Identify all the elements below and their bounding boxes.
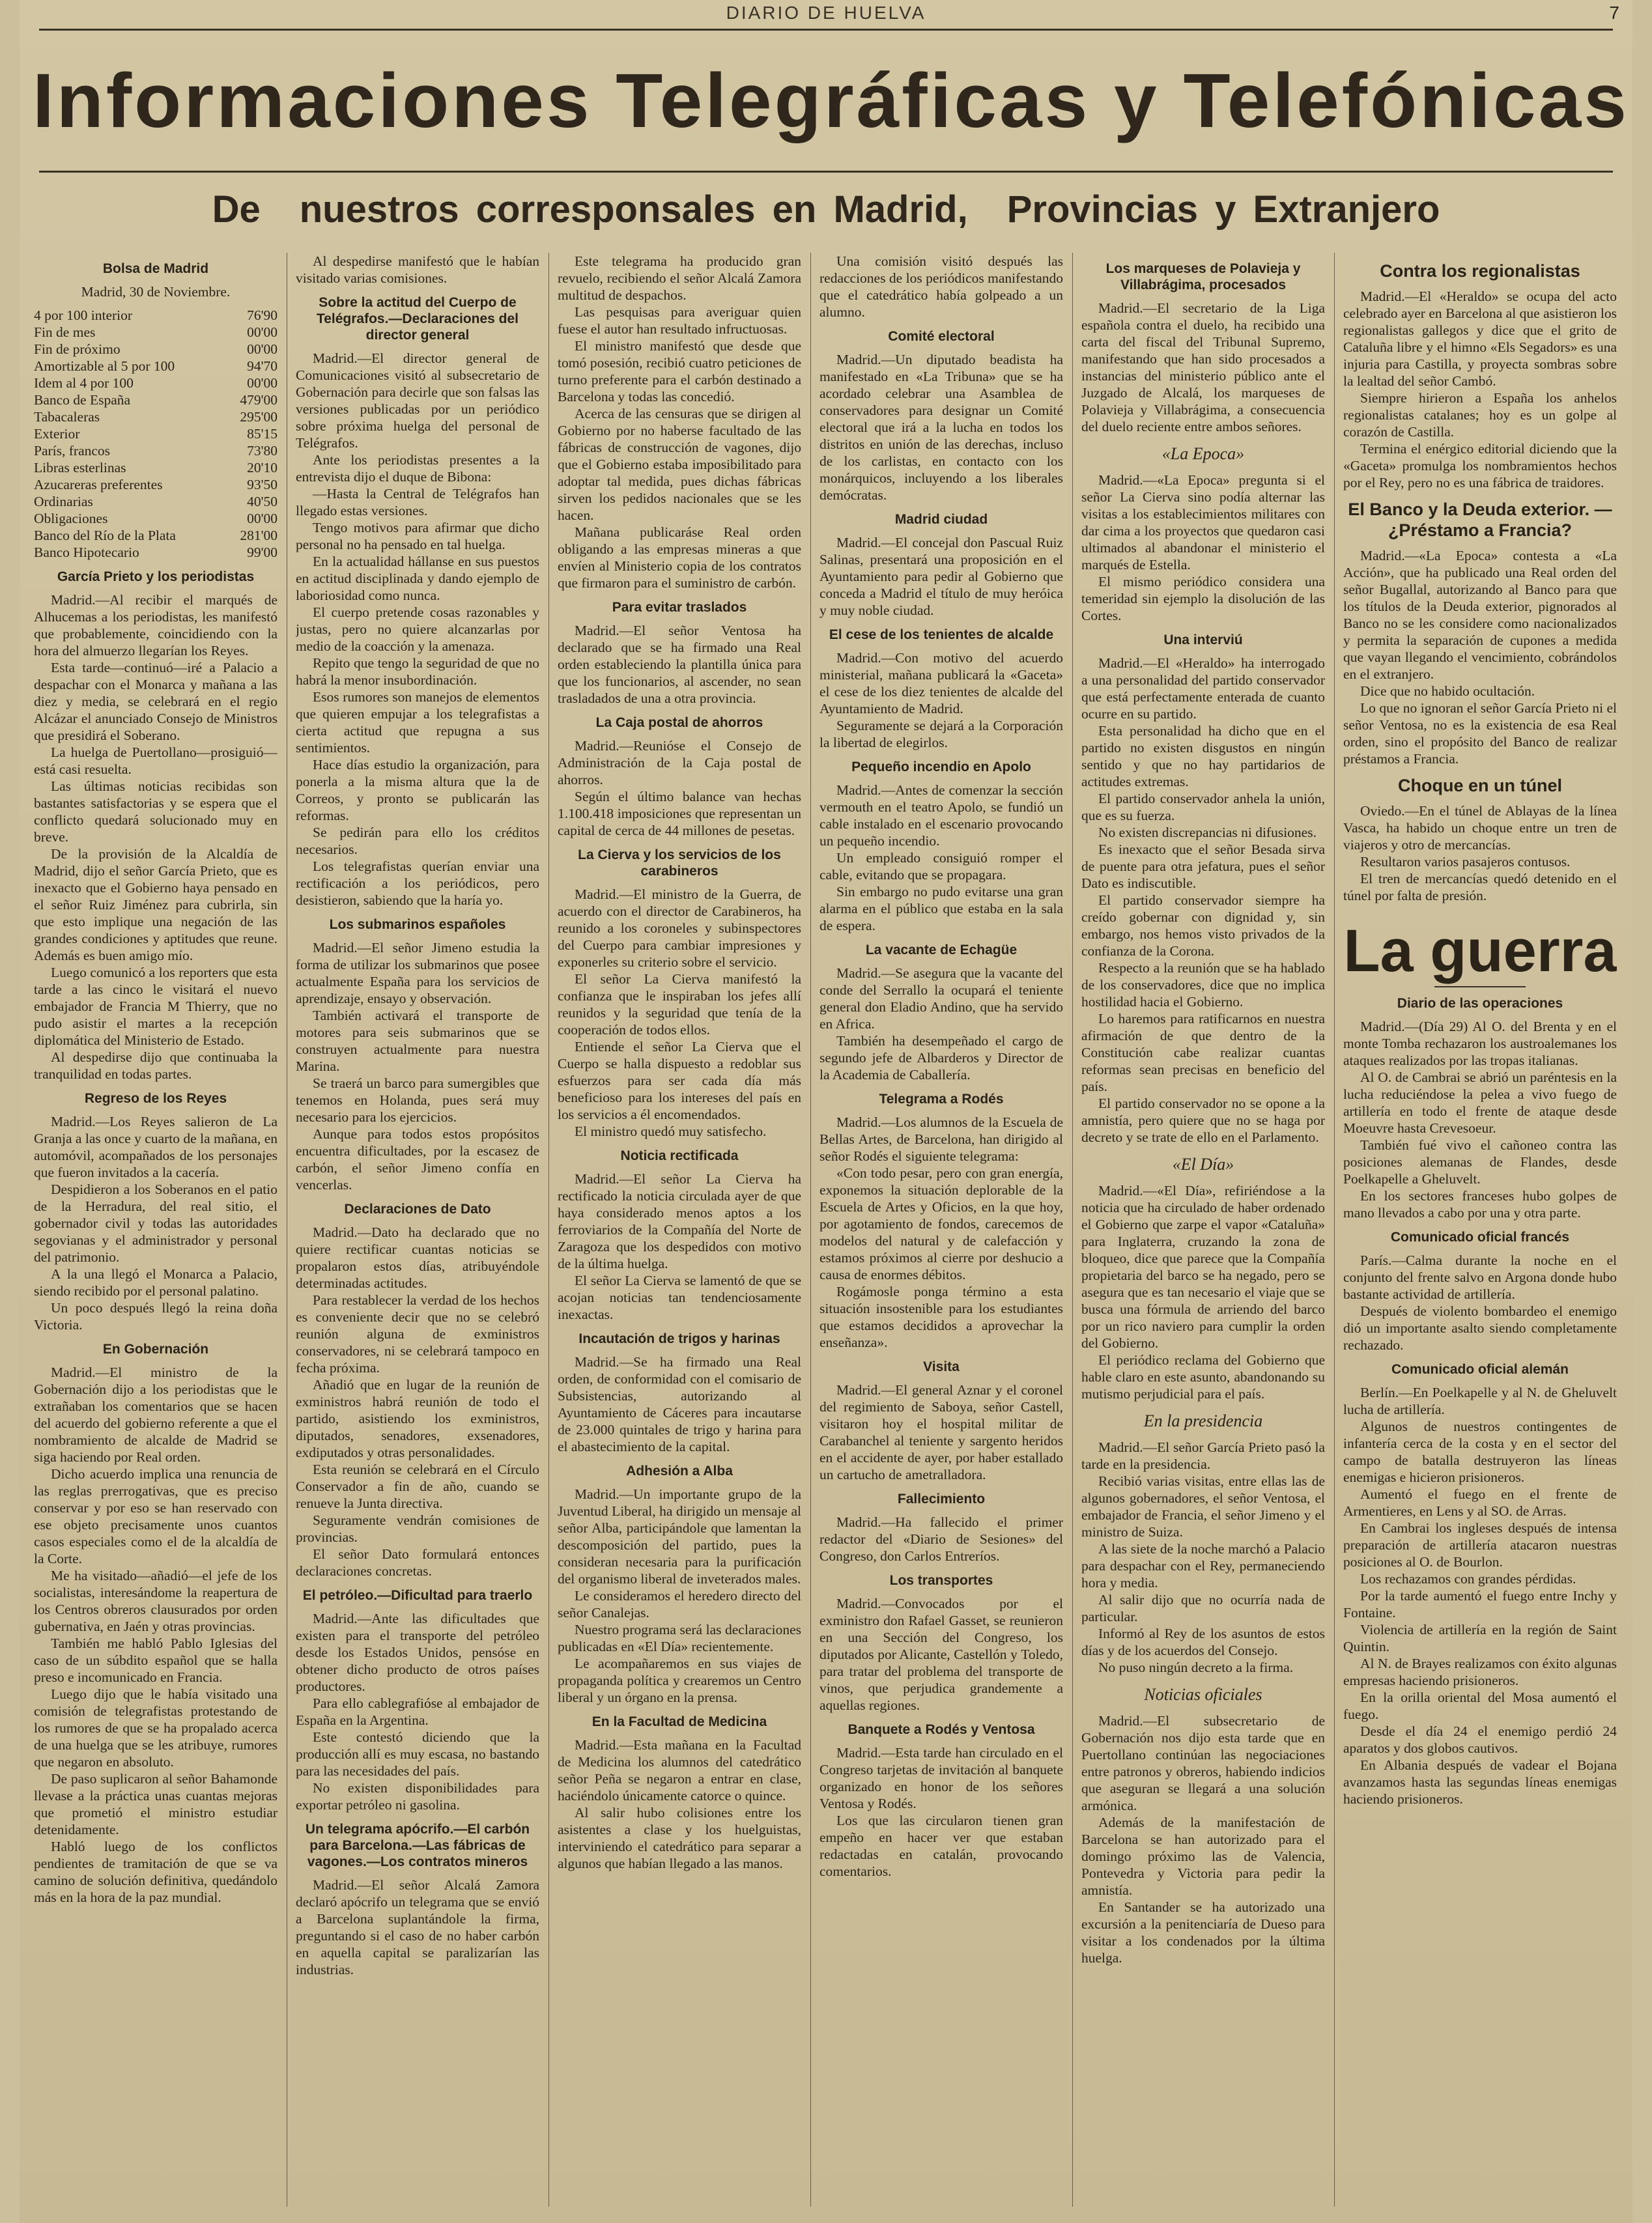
bolsa-row: [34, 493, 278, 510]
article-paragraph: Al N. de Brayes realizamos con éxito algunas empresas haciendo prisioneros.: [1343, 1656, 1617, 1688]
article-paragraph: Me ha visitado—añadió—el jefe de los socialistas, interesándome la reapertura de los Centros obreros clausurados por orden gubernativa, en Jaén y otras provincias.: [34, 1568, 278, 1634]
article-paragraph: En los sectores franceses hubo golpes de mano llevados a cabo por una y otra parte.: [1343, 1188, 1617, 1221]
article-headline: Declaraciones de Dato: [344, 1202, 491, 1217]
article-paragraph: Madrid.—El «Heraldo» se ocupa del acto celebrado ayer en Barcelona al que asistieron los regionalistas gallegos y dice que el grito de Cataluña libre y el himno «Els Segadors» es una injuria para Castilla, y proyecta sombras sobre la lealtad del señor Cambó.: [1343, 289, 1617, 389]
article-paragraph: Después de violento bombardeo el enemigo dió un importante asalto siendo completamente rechazado.: [1343, 1303, 1617, 1353]
article-paragraph: Madrid.—«La Epoca» pregunta si el señor La Cierva sino podía alternar las visitas a los establecimientos militares con dar cima a los proyectos que quedaron casi ultimados al abandonar el ministerio el marqués de Estella.: [1081, 472, 1325, 573]
article-paragraph: No puso ningún decreto a la firma.: [1098, 1660, 1294, 1675]
article-paragraph: Madrid.—Ha fallecido el primer redactor del «Diario de Sesiones» del Congreso, don Carlos Entreríos.: [819, 1514, 1063, 1564]
article-paragraph: —Hasta la Central de Telégrafos han llegado estas versiones.: [296, 486, 539, 518]
bolsa-row: [34, 358, 278, 375]
article-paragraph: Añadió que en lugar de la reunión de exministros habrá reunión de todo el partido, asistiendo los exministros, diputados, senadores, exsenadores, exdiputados y otras personalidades.: [296, 1377, 539, 1460]
article-paragraph: Este contestó diciendo que la producción allí es muy escasa, no bastando para las necesidades del país.: [296, 1729, 539, 1779]
article-paragraph: Termina el enérgico editorial diciendo que la «Gaceta» promulga los nombramientos hechos por el Rey, pero no es una fábrica de traidores.: [1343, 441, 1617, 490]
article-paragraph: Madrid.—«El Día», refiriéndose a la noticia que ha circulado de haber ordenado el Gobierno que zarpe el vapor «Cataluña» para Inglaterra, cruzando la zona de bloqueo, dice que parece que la Compañía propietaria del barco se ha negado, pero se asegura que es tan necesario el viaje que se busca una fórmula de arriendo del barco por un rico naviero para cumplir la orden del Gobierno.: [1081, 1183, 1325, 1351]
section-headline: Contra los regionalistas: [1380, 261, 1580, 281]
article-paragraph: Violencia de artillería en la región de Saint Quintin.: [1343, 1622, 1617, 1654]
article-paragraph: Oviedo.—En el túnel de Ablayas de la línea Vasca, ha habido un choque entre un tren de viajeros y otro de mercancías.: [1343, 803, 1617, 853]
article-paragraph: Los que las circularon tienen gran empeño en hacer ver que estaban redactadas en catalán, provocando comentarios.: [819, 1813, 1063, 1879]
article-paragraph: Un poco después llegó la reina doña Victoria.: [34, 1300, 278, 1333]
bolsa-security-name: Fin de próximo: [34, 341, 121, 357]
article-paragraph: Nuestro programa será las declaraciones publicadas en «El Día» recientemente.: [558, 1622, 801, 1654]
bolsa-quote: 00'00: [247, 341, 278, 357]
article-subhead: «La Epoca»: [1161, 444, 1245, 463]
article-paragraph: No existen disponibilidades para exportar petróleo ni gasolina.: [296, 1780, 539, 1813]
article-subhead: «El Día»: [1172, 1155, 1234, 1174]
article-paragraph: Siempre hirieron a España los anhelos regionalistas catalanes; hoy es un golpe al corazón de Castilla.: [1343, 390, 1617, 440]
article-paragraph: El tren de mercancías quedó detenido en el túnel por falta de presión.: [1343, 871, 1617, 903]
article-paragraph: El señor La Cierva se lamentó de que se acojan noticias tan tendenciosamente inexactas.: [558, 1273, 801, 1322]
article-paragraph: Madrid.—Reunióse el Consejo de Administración de la Caja postal de ahorros.: [558, 738, 801, 787]
article-paragraph: En Cambrai los ingleses después de intensa preparación de artillería atacaron nuestras posiciones al O. de Bourlon.: [1343, 1520, 1617, 1570]
bolsa-security-name: Amortizable al 5 por 100: [34, 358, 175, 374]
article-paragraph: Madrid.—El ministro de la Guerra, de acuerdo con el director de Carabineros, ha reunido a los coroneles y subinspectores del Cuerpo para cambiar impresiones y exponerles su criterio sobre el servicio.: [558, 886, 801, 970]
bolsa-row: [34, 375, 278, 391]
article-headline: Comité electoral: [888, 329, 995, 344]
bolsa-security-name: 4 por 100 interior: [34, 307, 133, 323]
article-paragraph: Madrid.—El secretario de la Liga española contra el duelo, ha recibido una carta del fiscal del Tribunal Supremo, manifestando que han sido procesados a instancias del ministerio público ante el Juzgado de Alcalá, los marqueses de Polavieja y Villabrágima, a consecuencia del duelo reciente entre ambos señores.: [1081, 300, 1325, 434]
bolsa-date: Madrid, 30 de Noviembre.: [81, 284, 231, 300]
article-paragraph: Madrid.—Un importante grupo de la Juventud Liberal, ha dirigido un mensaje al señor Alba, participándole que lamentan la descomposición del partido, pues la consideran necesaria para la purificación del organismo liberal de inveterados males.: [558, 1486, 801, 1587]
article-paragraph: También fué vivo el cañoneo contra las posiciones alemanas de Flandes, desde Poelkapelle a Gheluvelt.: [1343, 1137, 1617, 1187]
bolsa-quote: 295'00: [240, 409, 278, 425]
bolsa-security-name: Banco de España: [34, 392, 131, 408]
article-paragraph: Despidieron a los Soberanos en el patio de la Herradura, del real sitio, el gobernador civil y todas las autoridades segovianas y el administrador y personal del patrimonio.: [34, 1182, 278, 1265]
article-paragraph: Algunos de nuestros contingentes de infantería cerca de la costa y en el sector del campo de batalla destruyeron las líneas enemigas e hicieron prisioneros.: [1343, 1419, 1617, 1485]
article-paragraph: Desde el día 24 el enemigo perdió 24 aparatos y dos globos cautivos.: [1343, 1723, 1617, 1756]
bolsa-security-name: Idem al 4 por 100: [34, 375, 134, 391]
article-paragraph: Resultaron varios pasajeros contusos.: [1360, 854, 1571, 870]
article-paragraph: También me habló Pablo Iglesias del caso de un súbdito español que se halla preso e incomunicado en Francia.: [34, 1635, 278, 1685]
article-paragraph: El partido conservador no se opone a la amnistía, pero quiere que no se haga por decreto y se trate de ello en el Parlamento.: [1081, 1096, 1325, 1145]
sub-headline: [20, 188, 1632, 231]
bolsa-row: [34, 544, 278, 561]
article-paragraph: Para ello cablegrafióse al embajador de España en la Argentina.: [296, 1695, 539, 1728]
article-paragraph: Las pesquisas para averiguar quien fuese el autor han resultado infructuosas.: [558, 304, 801, 337]
bolsa-row: [34, 442, 278, 459]
article-paragraph: Esos rumores son manejos de elementos que quieren empujar a los telegrafistas a cierta actitud que repugna a sus sentimientos.: [296, 689, 539, 756]
bolsa-row: [34, 391, 278, 408]
section-headline: El Banco y la Deuda exterior. —¿Préstamo a Francia?: [1348, 500, 1612, 540]
article-paragraph: Madrid.—Los alumnos de la Escuela de Bellas Artes, de Barcelona, han dirigido al señor Rodés el siguiente telegrama:: [819, 1114, 1063, 1164]
column-6: [1343, 253, 1617, 2207]
article-paragraph: Le acompañaremos en sus viajes de propaganda política y crearemos un Centro liberal y un órgano en la prensa.: [558, 1656, 801, 1705]
article-paragraph: En Santander se ha autorizado una excursión a la penitenciaría de Dueso para visitar a los condenados por la última huelga.: [1081, 1899, 1325, 1966]
bolsa-quote: 00'00: [247, 511, 278, 526]
article-headline: Noticia rectificada: [620, 1148, 739, 1163]
bolsa-quote: 00'00: [247, 324, 278, 340]
column-4: [819, 253, 1063, 2207]
article-paragraph: Por la tarde aumentó el fuego entre Inchy y Fontaine.: [1343, 1588, 1617, 1621]
article-paragraph: Luego comunicó a los reporters que esta tarde a las cinco le visitará el nuevo embajador de Francia M Thierry, que no pudo asistir el martes a la recepción diplomática del Ministerio de Estado.: [34, 965, 278, 1048]
banner-rule: [39, 171, 1613, 173]
article-paragraph: En la actualidad hállanse en sus puestos en actitud disciplinada y dando ejemplo de laboriosidad como nunca.: [296, 554, 539, 603]
article-headline: Un telegrama apócrifo.—El carbón para Barcelona.—Las fábricas de vagones.—Los contratos mineros: [305, 1822, 530, 1869]
column-1: [34, 253, 278, 2207]
newspaper-page: [20, 0, 1632, 2223]
bolsa-row: [34, 307, 278, 324]
article-paragraph: Una comisión visitó después las redacciones de los periódicos manifestando que el catedrático había golpeado a un alumno.: [819, 253, 1063, 320]
article-paragraph: Madrid.—Convocados por el exministro don Rafael Gasset, se reunieron en una Sección del Congreso, los diputados por Alicante, Castellón y Toledo, para tratar del problema del transporte de vinos, que perjudica grandemente a aquellas regiones.: [819, 1596, 1063, 1713]
bolsa-row: [34, 324, 278, 341]
bolsa-quote: 00'00: [247, 375, 278, 391]
article-headline: Los transportes: [889, 1573, 993, 1588]
article-paragraph: Tengo motivos para afirmar que dicho personal no ha pensado en tal huelga.: [296, 520, 539, 552]
article-paragraph: Sin embargo no pudo evitarse una gran alarma en el público que estaba en la sala de espera.: [819, 884, 1063, 933]
bolsa-quote: 479'00: [240, 392, 278, 408]
column-5: [1081, 253, 1325, 2207]
article-paragraph: La huelga de Puertollano—prosiguió—está casi resuelta.: [34, 744, 278, 777]
column-rule: [1072, 253, 1073, 2207]
article-paragraph: Madrid.—Se ha firmado una Real orden, de conformidad con el comisario de Subsistencias, autorizando al Ayuntamiento de Cáceres para incautarse de 23.000 quintales de trigo y harina para el abastecimiento de la capital.: [558, 1354, 801, 1454]
ornament-rule: [1434, 986, 1526, 987]
article-paragraph: Dicho acuerdo implica una renuncia de las reglas prerrogativas, que es preciso conservar y por eso se han reservado con ese objeto precisamente unos cuantos casos especiales como el de la alcaldía de la Corte.: [34, 1466, 278, 1566]
article-headline: Visita: [923, 1359, 960, 1374]
article-paragraph: Según el último balance van hechas 1.100.418 imposiciones que representan un capital de cerca de 44 millones de pesetas.: [558, 789, 801, 838]
bolsa-quote: 20'10: [247, 460, 278, 475]
article-paragraph: Madrid.—Esta mañana en la Facultad de Medicina los alumnos del catedrático señor Peña se negaron a entrar en clase, haciéndolo únicamente catorce o quince.: [558, 1737, 801, 1804]
bolsa-security-name: París, francos: [34, 443, 111, 459]
article-paragraph: Seguramente se dejará a la Corporación la libertad de elegirlos.: [819, 718, 1063, 750]
bolsa-security-name: Banco Hipotecario: [34, 545, 139, 560]
column-3: [558, 253, 801, 2207]
article-headline: La vacante de Echagüe: [865, 942, 1018, 957]
article-headline: La Caja postal de ahorros: [595, 715, 763, 730]
article-headline: Para evitar traslados: [612, 600, 747, 615]
article-paragraph: París.—Calma durante la noche en el conjunto del frente salvo en Argona donde hubo bastante actividad de artillería.: [1343, 1253, 1617, 1302]
bolsa-row: [34, 341, 278, 358]
article-paragraph: Hace días estudio la organización, para ponerla a la misma altura que la de Correos, y pronto se publicarán las reformas.: [296, 757, 539, 823]
article-headline: En Gobernación: [102, 1342, 209, 1357]
bolsa-security-name: Obligaciones: [34, 511, 108, 526]
column-rule: [810, 253, 811, 2207]
bolsa-quote: 73'80: [247, 443, 278, 459]
sub-headline-left: De: [212, 188, 261, 231]
article-headline: Comunicado oficial alemán: [1391, 1362, 1569, 1377]
article-headline: Banquete a Rodés y Ventosa: [847, 1722, 1035, 1737]
article-paragraph: Madrid.—El señor García Prieto pasó la tarde en la presidencia.: [1081, 1439, 1325, 1472]
article-paragraph: Madrid.—Esta tarde han circulado en el Congreso tarjetas de invitación al banquete organizado en honor de los señores Ventosa y Rodés.: [819, 1745, 1063, 1811]
article-headline: Los marqueses de Polavieja y Villabrágima, procesados: [1105, 261, 1301, 292]
sub-headline-mid: nuestros corresponsales en Madrid,: [299, 188, 968, 231]
article-paragraph: Madrid.—El subsecretario de Gobernación nos dijo esta tarde que en Puertollano continúan las negociaciones entre patronos y obreros, habiendo indicios que aseguran se llegará a una solución armónica.: [1081, 1713, 1325, 1813]
article-headline: Pequeño incendio en Apolo: [851, 759, 1031, 774]
article-paragraph: Madrid.—(Día 29) Al O. del Brenta y en el monte Tomba rechazaron los austroalemanes los ataques realizados por las tropas italianas.: [1343, 1019, 1617, 1068]
article-paragraph: El cuerpo pretende cosas razonables y justas, pero no quiere alcanzarlas por medio de la coacción y la amenaza.: [296, 604, 539, 654]
bolsa-table: [34, 307, 278, 561]
article-headline: García Prieto y los periodistas: [57, 569, 255, 584]
article-paragraph: Berlín.—En Poelkapelle y al N. de Gheluvelt lucha de artillería.: [1343, 1385, 1617, 1417]
article-paragraph: Respecto a la reunión que se ha hablado de los conservadores, dice que no implica hostilidad hacia el Gobierno.: [1081, 960, 1325, 1010]
article-paragraph: No existen discrepancias ni difusiones.: [1098, 825, 1317, 840]
banner-headline: Informaciones Telegráficas y Telefónicas: [33, 58, 1629, 144]
article-paragraph: Recibió varias visitas, entre ellas las de algunos gobernadores, el señor Ventosa, el embajador de Francia, el señor Jimeno y el ministro de Suiza.: [1081, 1473, 1325, 1540]
section-headline: Choque en un túnel: [1398, 776, 1562, 795]
bolsa-row: [34, 459, 278, 476]
article-paragraph: Madrid.—Se asegura que la vacante del conde del Serrallo la ocupará el teniente general don Eladio Andino, que ha servido en Africa.: [819, 965, 1063, 1032]
column-rule: [1334, 253, 1335, 2207]
article-paragraph: Las últimas noticias recibidas son bastantes satisfactorias y se espera que el conflicto quedará solucionado muy en breve.: [34, 778, 278, 845]
newspaper-name: DIARIO DE HUELVA: [726, 3, 926, 23]
article-paragraph: Es inexacto que el señor Besada sirva de puente para otra jefatura, pues el señor Dato es indiscutible.: [1081, 842, 1325, 891]
article-headline: El petróleo.—Dificultad para traerlo: [302, 1588, 533, 1603]
bolsa-security-name: Azucareras preferentes: [34, 477, 163, 492]
bolsa-quote: 99'00: [247, 545, 278, 560]
article-paragraph: Madrid.—El señor Jimeno estudia la forma de utilizar los submarinos que posee actualmente España para los servicios de aprendizaje, ensayo y observación.: [296, 940, 539, 1006]
bolsa-row: [34, 408, 278, 425]
bolsa-row: [34, 510, 278, 527]
article-paragraph: Habló luego de los conflictos pendientes de tramitación de que se va camino de solución definitiva, quedándolo más en la hora de la paz mundial.: [34, 1839, 278, 1905]
bolsa-security-name: Banco del Río de la Plata: [34, 528, 176, 543]
column-2: [296, 253, 539, 2207]
article-paragraph: También ha desempeñado el cargo de segundo jefe de Albarderos y Director de la Academia de Caballería.: [819, 1033, 1063, 1083]
article-subhead: En la presidencia: [1143, 1411, 1263, 1430]
article-headline: Adhesión a Alba: [626, 1464, 733, 1479]
bolsa-quote: 85'15: [247, 426, 278, 442]
article-paragraph: El mismo periódico considera una temeridad sin ejemplo la disolución de las Cortes.: [1081, 574, 1325, 623]
bolsa-row: [34, 476, 278, 493]
article-paragraph: Madrid.—Un diputado beadista ha manifestado en «La Tribuna» que se ha acordado celebrar una Asamblea de conservadores para designar un Comité electoral que irá a la lucha en todos los distritos en unión de las derechas, incluso de los carlistas, en contacto con los monárquicos, incluyendo a los liberales demócratas.: [819, 352, 1063, 503]
bolsa-heading: Bolsa de Madrid: [102, 261, 209, 276]
article-paragraph: Dice que no habido ocultación.: [1360, 683, 1535, 699]
article-paragraph: Se traerá un barco para sumergibles que tenemos en Holanda, pues será muy necesario para los ejercicios.: [296, 1075, 539, 1125]
article-paragraph: Este telegrama ha producido gran revuelo, recibiendo el señor Alcalá Zamora multitud de despachos.: [558, 253, 801, 303]
article-headline: Fallecimiento: [897, 1492, 986, 1507]
article-headline: Regreso de los Reyes: [84, 1091, 227, 1106]
page-number: 7: [1609, 3, 1619, 23]
article-paragraph: «Con todo pesar, pero con gran energía, exponemos la situación deplorable de la Escuela de Artes y Oficios, en la que hoy, por agotamiento de fondos, carecemos de modelos del natural y de calefacción y estamos próximos al cierre por deshucio a causa de enormes débitos.: [819, 1165, 1063, 1282]
article-paragraph: Al despedirse dijo que continuaba la tranquilidad en todas partes.: [34, 1049, 278, 1082]
article-paragraph: El partido conservador anhela la unión, que es su fuerza.: [1081, 791, 1325, 823]
article-paragraph: Madrid.—Los Reyes salieron de La Granja a las once y cuarto de la mañana, en automóvil, acompañados de los personajes que fueron invitados a la cacería.: [34, 1114, 278, 1180]
masthead-rule: [39, 29, 1613, 31]
article-paragraph: Al salir hubo colisiones entre los asistentes a clase y los huelguistas, interviniendo el catedrático para separar a algunos que habían llegado a las manos.: [558, 1805, 801, 1871]
article-headline: Incautación de trigos y harinas: [578, 1331, 780, 1346]
article-paragraph: A la una llegó el Monarca a Palacio, siendo recibido por el personal palatino.: [34, 1266, 278, 1299]
article-paragraph: Los rechazamos con grandes pérdidas.: [1360, 1571, 1576, 1587]
article-headline: El cese de los tenientes de alcalde: [829, 627, 1054, 642]
article-paragraph: Lo que no ignoran el señor García Prieto ni el señor Ventosa, no es la existencia de esa Real orden, sino el propósito del Banco de realizar préstamos a Francia.: [1343, 700, 1617, 767]
article-paragraph: Esta tarde—continuó—iré a Palacio a despachar con el Monarca y mañana a las diez y media, se celebrará en el regio Alcázar el anunciado Consejo de Ministros que presidirá el Soberano.: [34, 660, 278, 743]
bolsa-security-name: Fin de mes: [34, 324, 96, 340]
article-paragraph: Le consideramos el heredero directo del señor Canalejas.: [558, 1588, 801, 1621]
article-paragraph: Esta reunión se celebrará en el Círculo Conservador a fin de año, cuando se renueve la Junta directiva.: [296, 1462, 539, 1511]
article-paragraph: El señor La Cierva manifestó la confianza que le inspiraban los jefes allí reunidos y la seguridad que tenía de la cooperación de todos ellos.: [558, 971, 801, 1038]
article-paragraph: Madrid.—Dato ha declarado que no quiere rectificar cuantas noticias se propalaron estos días, atribuyéndole determinadas actitudes.: [296, 1225, 539, 1291]
article-paragraph: Se pedirán para ello los créditos necesarios.: [296, 825, 539, 857]
article-paragraph: Lo haremos para ratificarnos en nuestra afirmación de que dentro de la Constitución cabe realizar cuantas reformas sean precisas en beneficio del país.: [1081, 1011, 1325, 1094]
bolsa-quote: 281'00: [240, 528, 278, 543]
bolsa-quote: 94'70: [247, 358, 278, 374]
article-headline: Madrid ciudad: [894, 512, 988, 527]
article-paragraph: Madrid.—El «Heraldo» ha interrogado a una personalidad del partido conservador que está perfectamente enterada de cuanto ocurre en su partido.: [1081, 655, 1325, 722]
bolsa-security-name: Exterior: [34, 426, 80, 442]
column-rule: [548, 253, 549, 2207]
article-paragraph: Mañana publicaráse Real orden obligando a las empresas mineras a que envíen al Ministerio copia de los contratos que firmaron para el suministro de carbón.: [558, 524, 801, 591]
article-paragraph: Madrid.—Antes de comenzar la sección vermouth en el teatro Apolo, se fundió un cable instalado en el escenario provocando un pequeño incendio.: [819, 782, 1063, 849]
article-paragraph: Aunque para todos estos propósitos encuentra dificultades, por la escasez de carbón, el señor Jimeno confía en vencerlas.: [296, 1126, 539, 1193]
article-headline: Diario de las operaciones: [1397, 996, 1563, 1011]
article-paragraph: Para restablecer la verdad de los hechos es conveniente decir que no se celebró reunión alguna de exministros conservadores, ni se celebrará tampoco en fecha próxima.: [296, 1292, 539, 1376]
article-headline: Comunicado oficial francés: [1390, 1230, 1570, 1245]
bolsa-quote: 93'50: [247, 477, 278, 492]
article-paragraph: Madrid.—«La Epoca» contesta a «La Acción», que ha publicado una Real orden del señor Bugallal, autorizando al Banco para que los títulos de la Deuda exterior, pignorados al Banco no se les considere como nacionalizados y permita la separación de cupones a medida que vayan llegando el vencimiento, cobrándolos en el extranjero.: [1343, 548, 1617, 682]
article-paragraph: El partido conservador siempre ha creído gobernar con dignidad y, sin embargo, nos hemos visto privados de la confianza de la Corona.: [1081, 892, 1325, 959]
article-paragraph: Madrid.—El general Aznar y el coronel del regimiento de Saboya, señor Castell, visitaron hoy el hospital militar de Carabanchel al teniente y sargento heridos en el accidente de ayer, por haber estallado un cartucho de ametralladora.: [819, 1382, 1063, 1482]
article-paragraph: Los telegrafistas querían enviar una rectificación a los periódicos, pero desistieron, sabiendo que la haría yo.: [296, 858, 539, 908]
article-paragraph: Madrid.—Ante las dificultades que existen para el transporte del petróleo desde los Estados Unidos, pensóse en obtener dicho producto de otros países productores.: [296, 1611, 539, 1694]
article-paragraph: Acerca de las censuras que se dirigen al Gobierno por no haberse facultado de las fábricas de construcción de vagones, dijo que el Gobierno estaba imposibilitado para adoptar tal medida, pues dichas fábricas sirven los pedidos nacionales que se les hacen.: [558, 406, 801, 523]
article-paragraph: Madrid.—Con motivo del acuerdo ministerial, mañana publicará la «Gaceta» el cese de los diez tenientes de alcalde del Ayuntamiento de Madrid.: [819, 650, 1063, 716]
article-subhead: Noticias oficiales: [1144, 1685, 1262, 1704]
article-paragraph: Madrid.—El director general de Comunicaciones visitó al subsecretario de Gobernación para decirle que son falsas las versiones publicadas por un periódico sobre próxima huelga del personal de Telégrafos.: [296, 350, 539, 451]
article-paragraph: Ante los periodistas presentes a la entrevista dijo el duque de Bibona:: [296, 452, 539, 485]
article-paragraph: Madrid.—El señor La Cierva ha rectificado la noticia circulada ayer de que haya considerado menos aptos a los ferroviarios de la Compañía del Norte de Zaragoza que los despedidos con motivo de la última huelga.: [558, 1171, 801, 1271]
article-paragraph: El ministro quedó muy satisfecho.: [575, 1124, 767, 1139]
article-paragraph: Luego dijo que le había visitado una comisión de telegrafistas protestando de los rumores de que se ha propalado acerca de una huelga que se les atribuye, rumores que negaron en absoluto.: [34, 1686, 278, 1770]
article-paragraph: En la orilla oriental del Mosa aumentó el fuego.: [1343, 1690, 1617, 1722]
article-paragraph: A las siete de la noche marchó a Palacio para despachar con el Rey, permaneciendo hora y media.: [1081, 1541, 1325, 1591]
article-paragraph: Además de la manifestación de Barcelona se han autorizado para el domingo próximo las de Valencia, Pontevedra y Victoria para pedir la amnistía.: [1081, 1815, 1325, 1898]
article-paragraph: Informó al Rey de los asuntos de estos días y de los acuerdos del Consejo.: [1081, 1626, 1325, 1658]
article-paragraph: Un empleado consiguió romper el cable, evitando que se propagara.: [819, 850, 1063, 883]
article-paragraph: Esta personalidad ha dicho que en el partido no existen disgustos en ningún sentido y que no hay partidarios de actitudes extremas.: [1081, 723, 1325, 789]
article-headline: Sobre la actitud del Cuerpo de Telégrafos.—Declaraciones del director general: [316, 295, 519, 343]
bolsa-security-name: Libras esterlinas: [34, 460, 126, 475]
article-paragraph: Madrid.—Al recibir el marqués de Alhucemas a los periodistas, les manifestó que probablemente, coincidiendo con la hora del almuerzo llegarían los Reyes.: [34, 592, 278, 658]
article-paragraph: El ministro manifestó que desde que tomó posesión, recibió cuatro peticiones de turno preferente para el carbón destinado a Barcelona y todas las concedió.: [558, 338, 801, 404]
article-paragraph: Rogámosle ponga término a esta situación insostenible para los estudiantes que estamos decididos a aprovechar la enseñanza».: [819, 1284, 1063, 1350]
article-paragraph: Aumentó el fuego en el frente de Armentieres, en Lens y al SO. de Arras.: [1343, 1486, 1617, 1519]
bolsa-row: [34, 425, 278, 442]
article-paragraph: Entiende el señor La Cierva que el Cuerpo se halla dispuesto a redoblar sus esfuerzos para ser cada día más beneficioso para los intereses del país en los servicios a él encomendados.: [558, 1039, 801, 1122]
article-headline: Una interviú: [1163, 632, 1243, 647]
article-paragraph: Al despedirse manifestó que le habían visitado varias comisiones.: [296, 253, 539, 286]
bolsa-security-name: Tabacaleras: [34, 409, 100, 425]
bolsa-quote: 76'90: [247, 307, 278, 323]
article-paragraph: Al O. de Cambrai se abrió un paréntesis en la lucha reduciéndose la pelea a vivo fuego de artillería en todo el frente de ataque desde Moeuvre hasta Crevesoeur.: [1343, 1069, 1617, 1136]
article-headline: Los submarinos españoles: [329, 917, 506, 932]
article-paragraph: También activará el transporte de motores para seis submarinos que se construyen actualmente para nuestra Marina.: [296, 1008, 539, 1074]
article-paragraph: De la provisión de la Alcaldía de Madrid, dijo el señor García Prieto, que es inexacto que el Gobierno haya pensado en el señor Ruiz Jiménez para cubrirla, sin que esto implique una negación de las grandes condiciones y aptitudes que reune. Además es buen amigo mío.: [34, 846, 278, 963]
article-paragraph: El señor Dato formulará entonces declaraciones concretas.: [296, 1546, 539, 1579]
bolsa-row: [34, 527, 278, 544]
bolsa-quote: 40'50: [247, 494, 278, 509]
bolsa-security-name: Ordinarias: [34, 494, 93, 509]
article-paragraph: Madrid.—El señor Alcalá Zamora declaró apócrifo un telegrama que se envió a Barcelona suplantándole la firma, preguntando si el caso de no haber carbón en aquella capital se paralizarían las industrias.: [296, 1877, 539, 1977]
article-headline: En la Facultad de Medicina: [591, 1714, 767, 1729]
article-paragraph: Madrid.—El ministro de la Gobernación dijo a los periodistas que le extrañaban los comentarios que se hacen del acuerdo del gobierno referente a que el nombramiento de alcalde de Madrid se siga haciendo por Real orden.: [34, 1365, 278, 1465]
article-paragraph: Repito que tengo la seguridad de que no habrá la menor insubordinación.: [296, 655, 539, 688]
article-paragraph: De paso suplicaron al señor Bahamonde llevase a la práctica unas cuantas mejoras que prometió el ministro estudiar detenidamente.: [34, 1771, 278, 1837]
article-headline: Telegrama a Rodés: [879, 1092, 1004, 1107]
article-paragraph: Seguramente vendrán comisiones de provincias.: [296, 1512, 539, 1545]
article-headline: La Cierva y los servicios de los carabineros: [578, 847, 781, 879]
section-title: La guerra: [1343, 918, 1617, 984]
article-paragraph: En Albania después de vadear el Bojana avanzamos hasta las segundas líneas enemigas haciendo prisioneros.: [1343, 1757, 1617, 1807]
sub-headline-right: Provincias y Extranjero: [1006, 188, 1440, 231]
article-paragraph: El periódico reclama del Gobierno que hable claro en este asunto, abandonando su mutismo perjudicial para el país.: [1081, 1352, 1325, 1402]
article-paragraph: Madrid.—El concejal don Pascual Ruiz Salinas, presentará una proposición en el Ayuntamiento para pedir al Gobierno que conceda a Madrid el título de muy heróica y muy noble ciudad.: [819, 535, 1063, 618]
article-paragraph: Al salir dijo que no ocurría nada de particular.: [1081, 1592, 1325, 1624]
article-paragraph: Madrid.—El señor Ventosa ha declarado que se ha firmado una Real orden estableciendo la plantilla única para que los funcionarios, al ascender, no sean trasladados de una a otra provincia.: [558, 623, 801, 706]
